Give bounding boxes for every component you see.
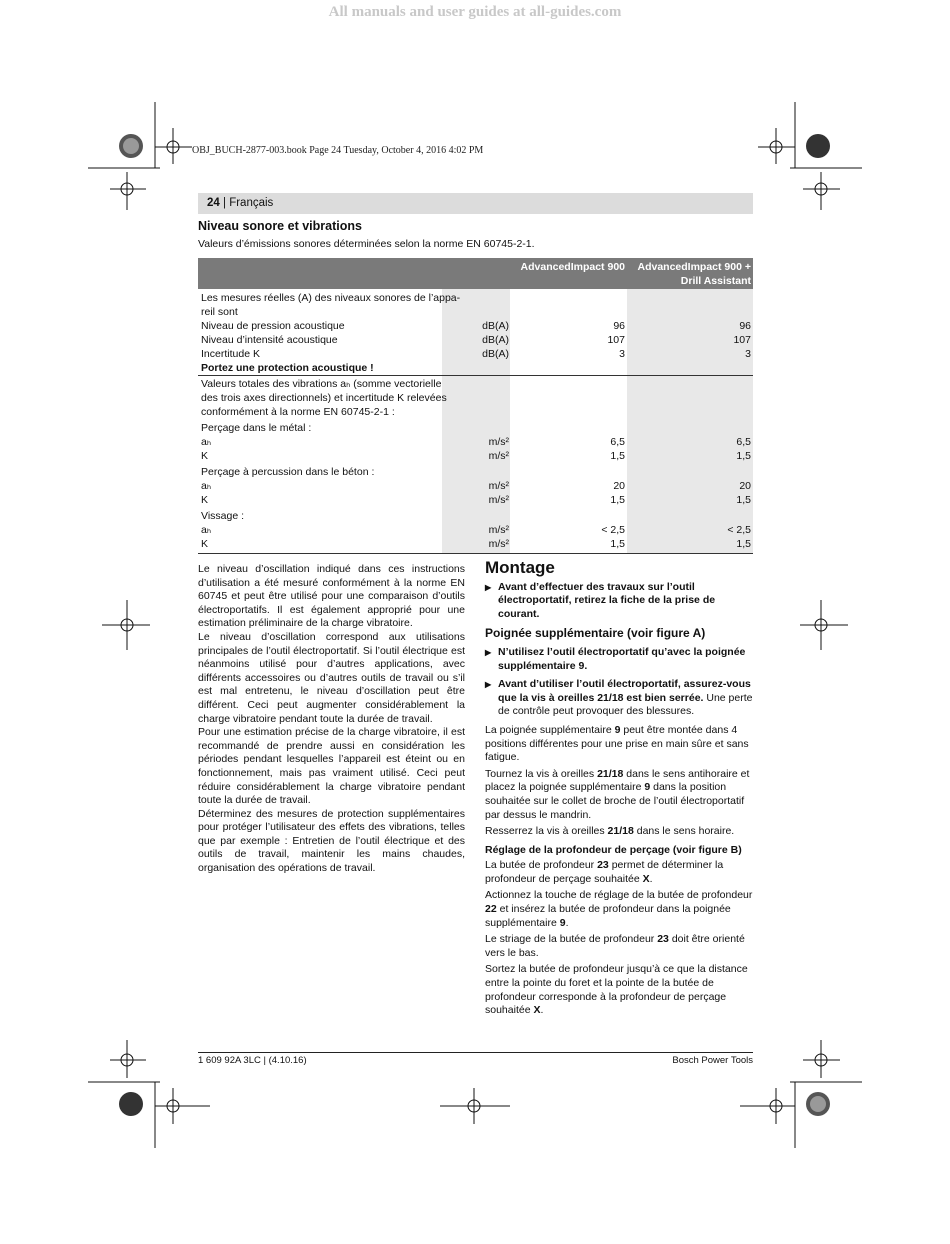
row-label: K	[201, 538, 209, 550]
vibration-note-2: Le niveau d’oscillation correspond aux utilisations principales de l’outil électroportatif. Si l’outil électrique est néanmoins utilisé pour d’autres applications, avec différents accessoires ou d’autres outils de travail ou s’il est mal entretenu, le niveau d’oscillation peut être différent. Ceci peut augmenter considérablement la charge vibratoire pendant toute la durée de travail.	[198, 630, 465, 725]
row-value-col1: 1,5	[610, 450, 625, 462]
header-separator: |	[219, 197, 230, 209]
row-unit: m/s²	[488, 538, 509, 550]
vibration-notes	[198, 563, 465, 876]
section-title-noise: Niveau sonore et vibrations	[198, 219, 362, 233]
warning-unplug: ▶ Avant d’effectuer des travaux sur l’outil électroportatif, retirez la fiche de la prise de courant.	[485, 581, 753, 622]
col-header-advancedimpact-900: AdvancedImpact 900	[520, 261, 625, 273]
depth-stop-orientation-text: Le striage de la butée de profondeur 23 doit être orienté vers le bas.	[485, 933, 745, 959]
vibration-note-4: Déterminez des mesures de protection supplémentaires pour protéger l’utilisateur des effets des vibrations, telles que par exemple : Entretien de l’outil électrique et des outils de travail, maintenir les mains chaudes, organisation des opérations de travail.	[198, 807, 465, 875]
table-row	[198, 493, 753, 507]
depth-setting-heading: Réglage de la profondeur de perçage (voir figure B)	[485, 843, 742, 856]
table-row	[198, 479, 753, 493]
table-row	[198, 449, 753, 463]
book-file-line: OBJ_BUCH-2877-003.book Page 24 Tuesday, October 4, 2016 4:02 PM	[192, 145, 484, 156]
page-number: 24	[207, 197, 220, 209]
row-label: K	[201, 450, 209, 462]
table-row	[198, 347, 753, 361]
row-unit: dB(A)	[482, 348, 509, 360]
vibration-note-3: Pour une estimation précise de la charge vibratoire, il est recommandé de prendre aussi en considération les périodes pendant lesquelles l’appareil est éteint ou en fonctionnement, mais pas vraiment utilisé. Ceci peut réduire considérablement la charge vibratoire pendant toute la durée de travail.	[198, 726, 465, 807]
footer-rule	[198, 1052, 753, 1053]
emissions-table	[198, 258, 753, 554]
row-value-col1: 6,5	[610, 436, 625, 448]
row-label: Perçage dans le métal :	[201, 422, 312, 434]
row-label: reil sont	[201, 306, 238, 318]
row-value-col2: 1,5	[736, 450, 751, 462]
row-unit: m/s²	[488, 450, 509, 462]
row-value-col2: 1,5	[736, 494, 751, 506]
row-label: Valeurs totales des vibrations aₕ (somme vectorielle	[201, 378, 442, 390]
table-row	[198, 465, 753, 479]
row-label: Niveau de pression acoustique	[201, 320, 345, 332]
col-header-drill-assistant-line2: Drill Assistant	[680, 275, 751, 287]
row-value-col1: < 2,5	[601, 524, 625, 536]
row-value-col1: 3	[619, 348, 625, 360]
table-row	[198, 523, 753, 537]
row-label: Incertitude K	[201, 348, 260, 360]
row-label: aₕ	[201, 524, 212, 536]
noise-intro: Valeurs d’émissions sonores déterminées selon la norme EN 60745-2-1.	[198, 238, 535, 250]
row-unit: m/s²	[488, 480, 509, 492]
warning-tighten-screw: ▶ Avant d’utiliser l’outil électroportatif, assurez-vous que la vis à oreilles 21/18 est bien serrée. Une perte de contrôle peut provoquer des blessures.	[485, 678, 753, 719]
row-unit: m/s²	[488, 436, 509, 448]
row-value-col1: 20	[613, 480, 625, 492]
row-value-col1: 1,5	[610, 538, 625, 550]
row-unit: dB(A)	[482, 334, 509, 346]
table-bottom-rule	[198, 553, 753, 554]
footer-brand: Bosch Power Tools	[672, 1055, 753, 1066]
depth-stop-insert-text: Actionnez la touche de réglage de la butée de profondeur 22 et insérez la butée de profondeur dans la poignée supplémentaire 9.	[485, 889, 753, 929]
row-unit: m/s²	[488, 494, 509, 506]
row-value-col2: 3	[745, 348, 751, 360]
vibration-note-1: Le niveau d’oscillation indiqué dans ces instructions d’utilisation a été mesuré conformément à la norme EN 60745 et peut être utilisé pour une comparaison d’outils électroportatifs. Il est également approprié pour une estimation préliminaire de la charge vibratoire.	[198, 563, 465, 630]
header-language: Français	[229, 197, 274, 209]
table-row	[198, 333, 753, 347]
row-value-col2: 6,5	[736, 436, 751, 448]
table-header	[198, 258, 753, 289]
watermark: All manuals and user guides at all-guides.com	[328, 4, 622, 20]
row-unit: m/s²	[488, 524, 509, 536]
row-label: K	[201, 494, 209, 506]
row-value-col1: 96	[613, 320, 625, 332]
row-label: Vissage :	[201, 510, 244, 522]
auxiliary-handle-heading: Poignée supplémentaire (voir figure A)	[485, 626, 706, 641]
row-label: des trois axes directionnels) et incertitude K relevées	[201, 392, 447, 404]
table-row	[198, 421, 753, 435]
montage-section	[485, 558, 753, 1021]
table-row	[198, 509, 753, 523]
table-row	[198, 435, 753, 449]
handle-mount-text: Tournez la vis à oreilles 21/18 dans le sens antihoraire et placez la poignée supplémentaire 9 dans la position souhaitée sur le collet de broche de l’outil électroportatif par dessus le mandrin.	[485, 767, 750, 821]
row-label: Portez une protection acoustique !	[201, 362, 374, 374]
row-label: aₕ	[201, 436, 212, 448]
row-value-col2: 107	[733, 334, 751, 346]
row-value-col2: 96	[739, 320, 751, 332]
row-value-col2: 20	[739, 480, 751, 492]
table-row	[198, 319, 753, 333]
row-label: Les mesures réelles (A) des niveaux sonores de l’appa-	[201, 292, 461, 304]
row-label: Niveau d’intensité acoustique	[201, 334, 338, 346]
table-row	[198, 377, 753, 391]
table-divider	[198, 375, 753, 376]
row-label: conformément à la norme EN 60745-2-1 :	[201, 406, 395, 418]
handle-positions-text: La poignée supplémentaire 9 peut être montée dans 4 positions différentes pour une prise en main sûre et sans fatigue.	[485, 723, 749, 764]
footer-doc-code: 1 609 92A 3LC | (4.10.16)	[198, 1055, 307, 1066]
row-label: Perçage à percussion dans le béton :	[201, 466, 375, 478]
table-row	[198, 405, 753, 419]
row-unit: dB(A)	[482, 320, 509, 332]
depth-stop-adjust-text: Sortez la butée de profondeur jusqu’à ce que la distance entre la pointe du foret et la pointe de la butée de profondeur corresponde à la profondeur de perçage souhaitée X.	[485, 963, 748, 1017]
warning-use-handle: ▶ N’utilisez l’outil électroportatif qu’avec la poignée supplémentaire 9.	[485, 646, 753, 673]
table-row	[198, 537, 753, 551]
row-value-col2: < 2,5	[727, 524, 751, 536]
table-row	[198, 305, 753, 319]
row-value-col2: 1,5	[736, 538, 751, 550]
handle-tighten-text: Resserrez la vis à oreilles 21/18 dans le sens horaire.	[485, 825, 735, 838]
row-value-col1: 107	[607, 334, 625, 346]
col-header-drill-assistant-line1: AdvancedImpact 900 +	[637, 261, 751, 273]
row-value-col1: 1,5	[610, 494, 625, 506]
montage-title: Montage	[485, 558, 555, 577]
table-row	[198, 291, 753, 305]
table-row	[198, 391, 753, 405]
depth-stop-text: La butée de profondeur 23 permet de déterminer la profondeur de perçage souhaitée X.	[485, 859, 724, 885]
row-label: aₕ	[201, 480, 212, 492]
page-header	[198, 193, 753, 214]
table-row	[198, 361, 753, 375]
